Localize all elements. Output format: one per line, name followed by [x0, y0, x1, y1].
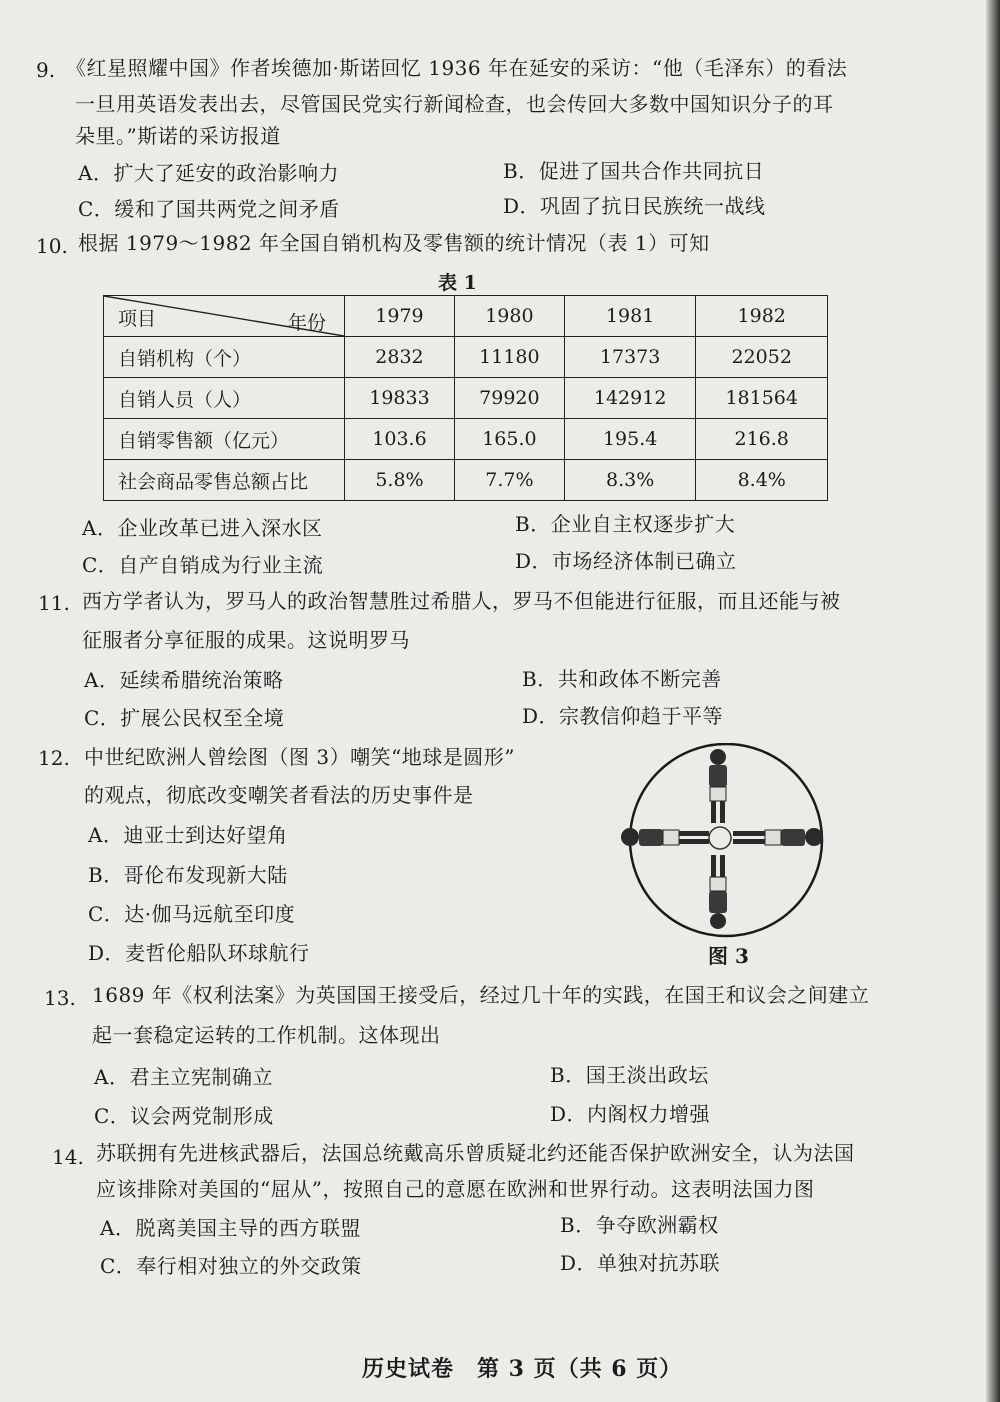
question-text-line: 起一套稳定运转的工作机制。这体现出 [92, 1023, 441, 1047]
question-text-line: 中世纪欧洲人曾绘图（图 3）嘲笑“地球是圆形” [84, 745, 516, 769]
option-d: D．单独对抗苏联 [560, 1251, 721, 1275]
table-caption: 表 1 [438, 272, 477, 294]
header-item-label: 项目 [118, 308, 157, 330]
year-header: 1979 [345, 296, 455, 337]
question-text-line: 苏联拥有先进核武器后，法国总统戴高乐曾质疑北约还能否保护欧洲安全，认为法国 [96, 1141, 855, 1165]
figure-bottom-person [709, 855, 727, 929]
year-header: 1980 [454, 296, 564, 337]
question-number: 10. [36, 234, 68, 258]
option-a: A．企业改革已进入深水区 [82, 516, 323, 540]
table-row [104, 419, 828, 460]
table-cell: 8.4% [696, 460, 828, 501]
option-b: B．哥伦布发现新大陆 [88, 863, 288, 887]
row-label: 自销人员（人） [104, 378, 345, 419]
table-cell: 22052 [696, 337, 828, 378]
option-a: A．迪亚士到达好望角 [88, 823, 288, 847]
question-text-line: 西方学者认为，罗马人的政治智慧胜过希腊人，罗马不但能进行征服，而且还能与被 [82, 589, 841, 613]
table-row [104, 460, 828, 501]
figure-right-person [733, 828, 823, 846]
option-d: D．宗教信仰趋于平等 [522, 704, 724, 728]
question-number: 11. [38, 591, 70, 615]
table-cell: 17373 [564, 337, 696, 378]
question-text-line: 根据 1979～1982 年全国自销机构及零售额的统计情况（表 1）可知 [78, 231, 710, 255]
table-row [104, 378, 828, 419]
question-number: 13. [44, 986, 76, 1010]
question-text-line: 朵里。”斯诺的采访报道 [75, 124, 281, 148]
figure-left-person [621, 828, 709, 846]
table-cell: 2832 [345, 337, 455, 378]
option-d: D．巩固了抗日民族统一战线 [503, 194, 766, 218]
question-text-line: 《红星照耀中国》作者埃德加·斯诺回忆 1936 年在延安的采访：“他（毛泽东）的看法 [66, 56, 848, 80]
question-number: 14. [52, 1145, 84, 1169]
option-b: B．企业自主权逐步扩大 [515, 512, 736, 536]
table-cell: 103.6 [345, 419, 455, 460]
option-b: B．促进了国共合作共同抗日 [503, 159, 765, 183]
option-c: C．扩展公民权至全境 [84, 706, 285, 730]
table-cell: 7.7% [454, 460, 564, 501]
row-label: 自销机构（个） [104, 337, 345, 378]
row-label: 社会商品零售总额占比 [104, 460, 345, 501]
table-cell: 5.8% [345, 460, 455, 501]
table-cell: 142912 [564, 378, 696, 419]
table-cell: 79920 [454, 378, 564, 419]
row-label: 自销零售额（亿元） [104, 419, 345, 460]
option-c: C．自产自销成为行业主流 [82, 553, 324, 577]
year-header: 1981 [564, 296, 696, 337]
question-text-line: 征服者分享征服的成果。这说明罗马 [82, 628, 410, 652]
question-text-line: 应该排除对美国的“屈从”，按照自己的意愿在欧洲和世界行动。这表明法国力图 [96, 1177, 815, 1201]
table-cell: 195.4 [564, 419, 696, 460]
option-c: C．奉行相对独立的外交政策 [100, 1254, 362, 1278]
question-text-line: 的观点，彻底改变嘲笑者看法的历史事件是 [84, 783, 474, 807]
option-b: B．共和政体不断完善 [522, 667, 722, 691]
option-d: D．市场经济体制已确立 [515, 549, 737, 573]
option-c: C．达·伽马远航至印度 [88, 902, 296, 926]
option-b: B．国王淡出政坛 [550, 1063, 709, 1087]
table-cell: 165.0 [454, 419, 564, 460]
page-footer: 历史试卷 第 3 页（共 6 页） [362, 1356, 683, 1382]
option-a: A．延续希腊统治策略 [84, 668, 284, 692]
option-b: B．争夺欧洲霸权 [560, 1213, 719, 1237]
question-number: 12. [38, 746, 70, 770]
table-cell: 181564 [696, 378, 828, 419]
table-cell: 11180 [454, 337, 564, 378]
year-header: 1982 [696, 296, 828, 337]
question-text-line: 一旦用英语发表出去，尽管国民党实行新闻检查，也会传回大多数中国知识分子的耳 [75, 92, 834, 116]
retail-statistics-table [103, 295, 828, 501]
question-text-line: 1689 年《权利法案》为英国国王接受后，经过几十年的实践，在国王和议会之间建立 [92, 983, 870, 1007]
option-d: D．麦哲伦船队环球航行 [88, 941, 310, 965]
table-cell: 19833 [345, 378, 455, 419]
option-a: A．君主立宪制确立 [94, 1065, 273, 1089]
table-header-corner [104, 296, 345, 337]
option-a: A．扩大了延安的政治影响力 [78, 161, 339, 185]
question-number: 9. [36, 58, 56, 82]
page-edge-shadow [986, 0, 1000, 1402]
table-row [104, 337, 828, 378]
option-c: C．缓和了国共两党之间矛盾 [78, 197, 340, 221]
figure-caption: 图 3 [708, 944, 749, 968]
antipodes-figure [606, 743, 846, 943]
header-year-label: 年份 [287, 312, 326, 334]
option-c: C．议会两党制形成 [94, 1104, 274, 1128]
figure-top-person [709, 749, 727, 823]
table-header-row [104, 296, 828, 337]
center-knot [709, 827, 731, 849]
option-d: D．内阁权力增强 [550, 1102, 711, 1126]
option-a: A．脱离美国主导的西方联盟 [100, 1216, 361, 1240]
table-cell: 216.8 [696, 419, 828, 460]
table-cell: 8.3% [564, 460, 696, 501]
